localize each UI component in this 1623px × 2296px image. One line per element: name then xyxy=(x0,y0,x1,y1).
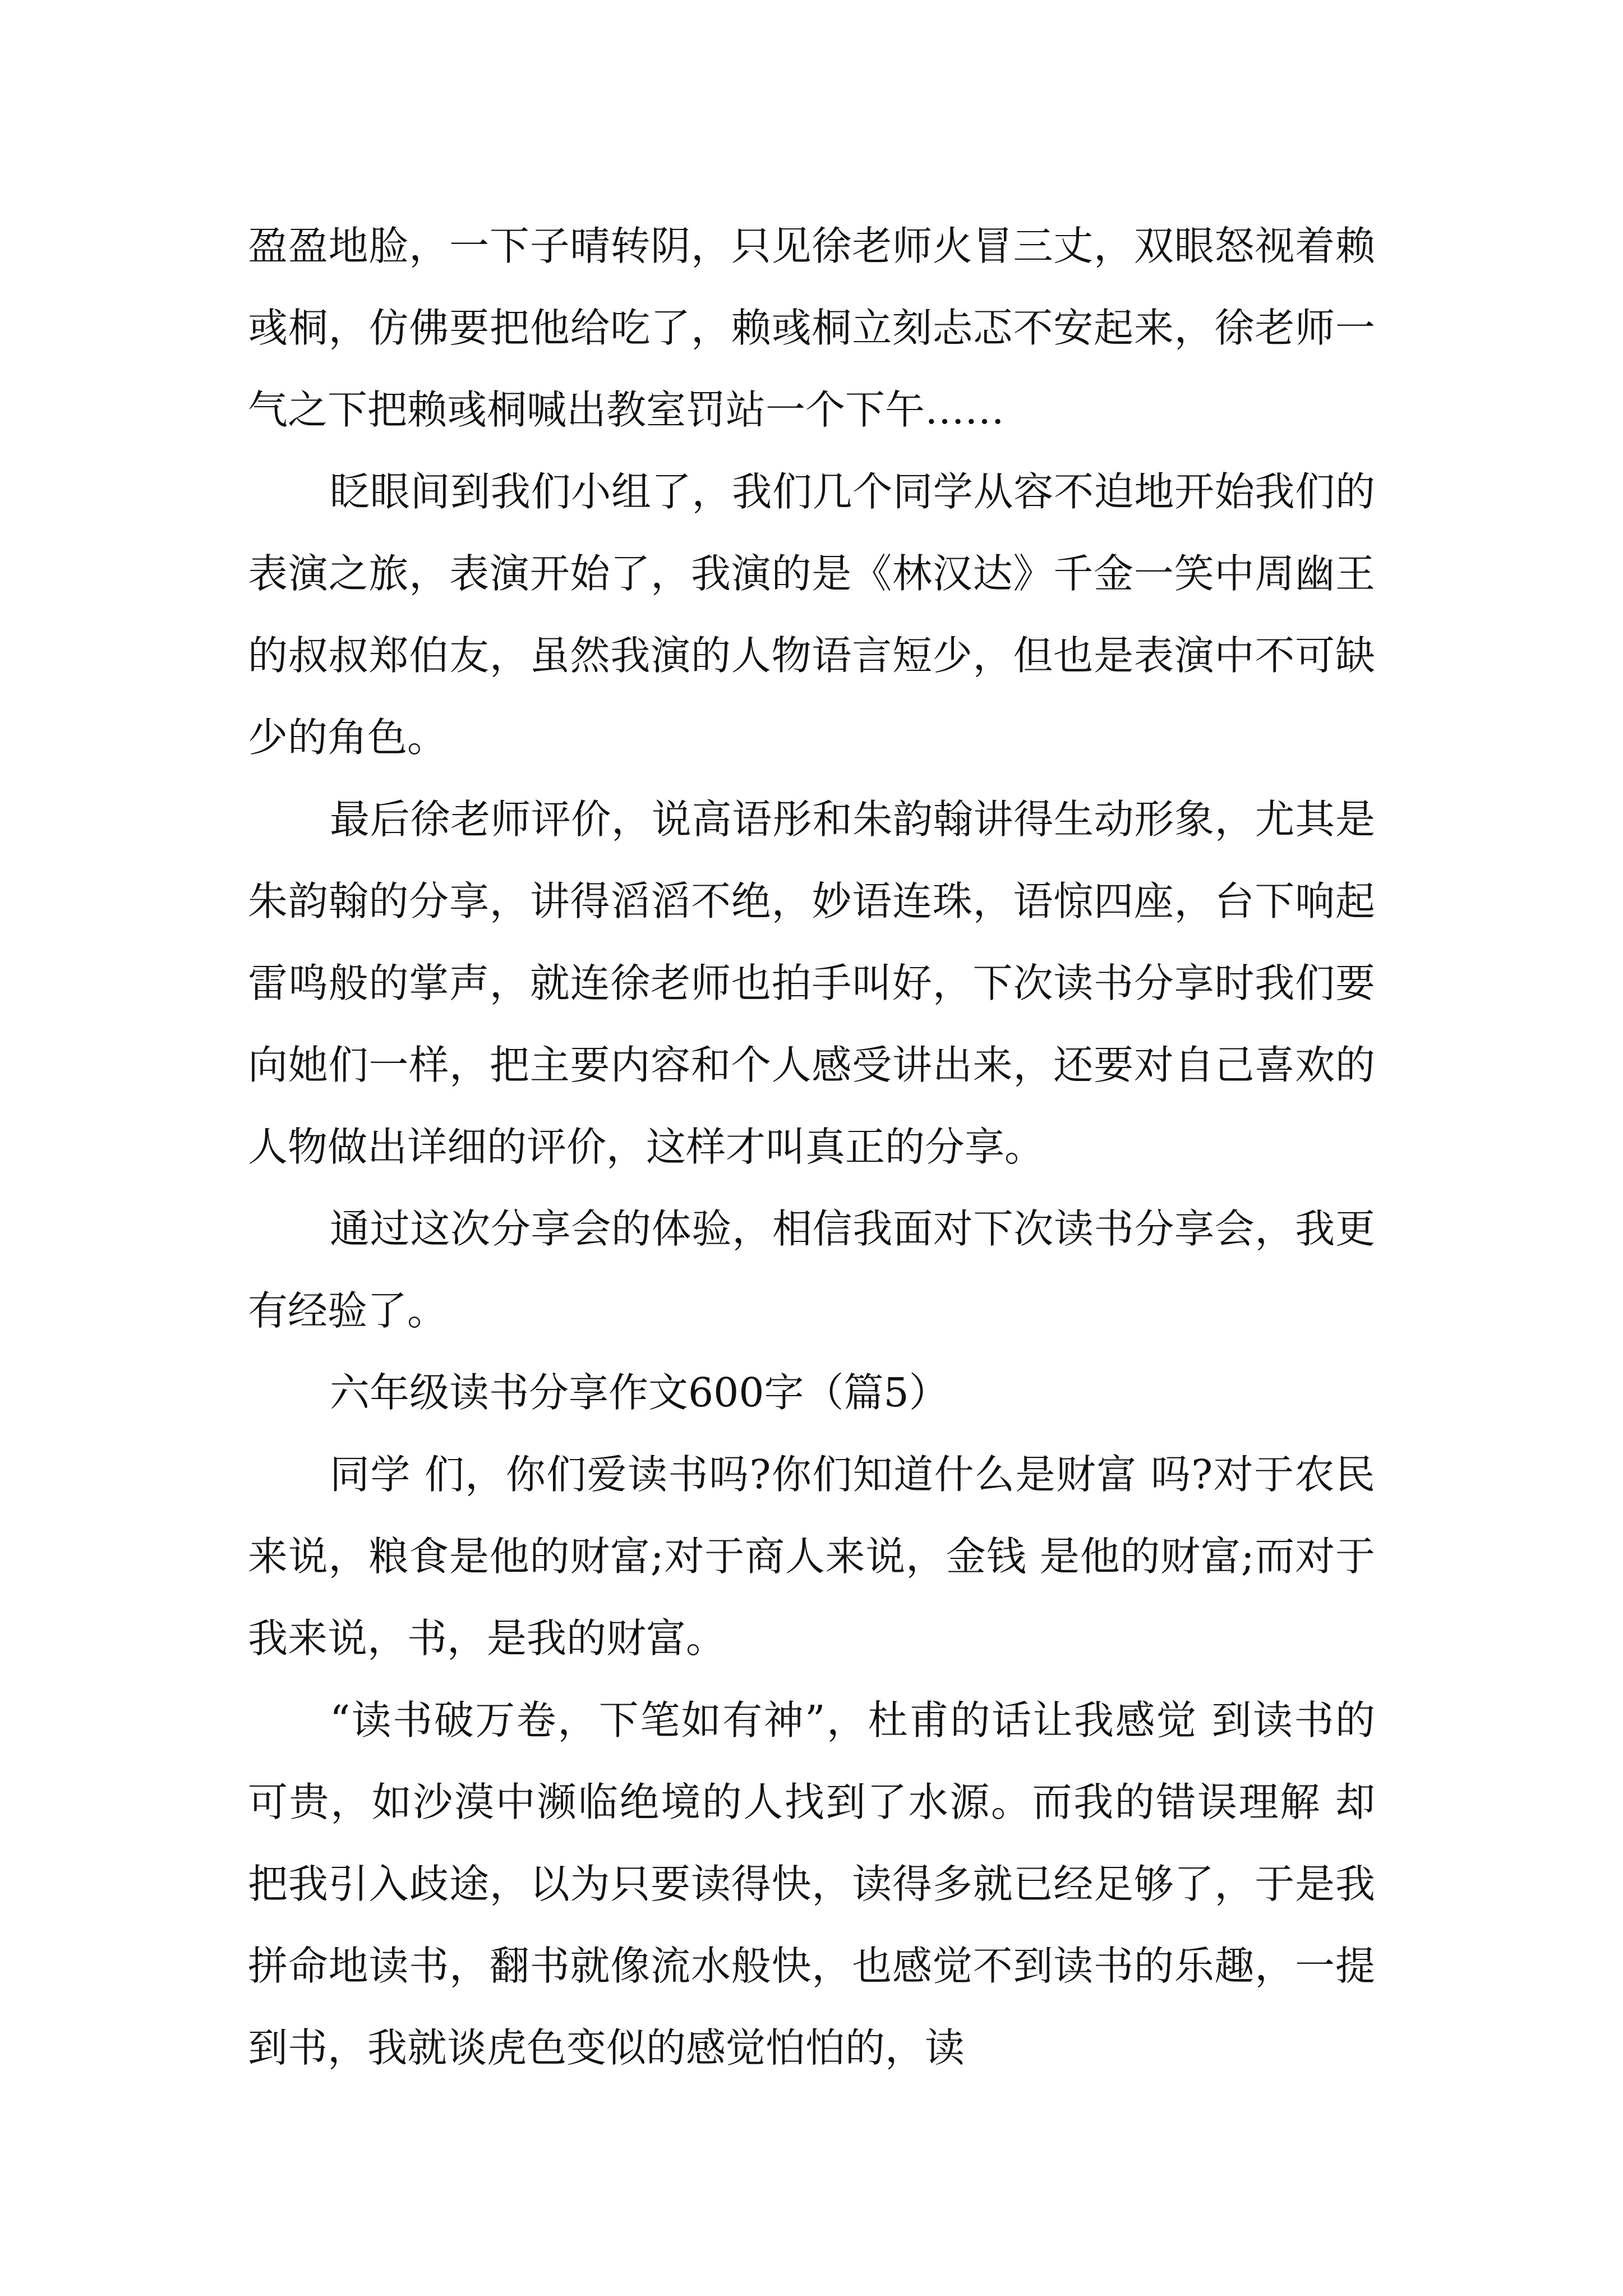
paragraph: 眨眼间到我们小组了，我们几个同学从容不迫地开始我们的表演之旅，表演开始了，我演的是《林汉达》千金一笑中周幽王的叔叔郑伯友，虽然我演的人物语言短少，但也是表演中不可缺少的角色。 xyxy=(248,468,1375,761)
paragraph: 同学 们，你们爱读书吗?你们知道什么是财富 吗?对于农民来说，粮食是他的财富;对于商人来说，金钱 是他的财富;而对于我来说，书，是我的财富。 xyxy=(248,1451,1375,1662)
paragraph: 最后徐老师评价，说高语彤和朱韵翰讲得生动形象，尤其是朱韵翰的分享，讲得滔滔不绝，妙语连珠，语惊四座，台下响起雷鸣般的掌声，就连徐老师也拍手叫好，下次读书分享时我们要向她们一样，把主要内容和个人感受讲出来，还要对自己喜欢的人物做出详细的评价，这样才叫真正的分享。 xyxy=(248,796,1375,1170)
paragraph: 通过这次分享会的体验，相信我面对下次读书分享会，我更有经验了。 xyxy=(248,1205,1375,1334)
document-body xyxy=(248,205,1375,2089)
section-heading: 六年级读书分享作文600字（篇5） xyxy=(330,1369,949,1416)
paragraph: “读书破万卷，下笔如有神”，杜甫的话让我感觉 到读书的可贵，如沙漠中濒临绝境的人找到了水源。而我的错误理解 却把我引入歧途，以为只要读得快，读得多就已经足够了，于是我拼命地读书，翻书就像流水般快，也感觉不到读书的乐趣，一提到书，我就谈虎色变似的感觉怕怕的，读 xyxy=(248,1697,1375,2071)
paragraph-continuation: 盈盈地脸，一下子晴转阴，只见徐老师火冒三丈，双眼怒视着赖彧桐，仿佛要把他给吃了，赖彧桐立刻忐忑不安起来，徐老师一气之下把赖彧桐喊出教室罚站一个下午…… xyxy=(248,223,1375,433)
